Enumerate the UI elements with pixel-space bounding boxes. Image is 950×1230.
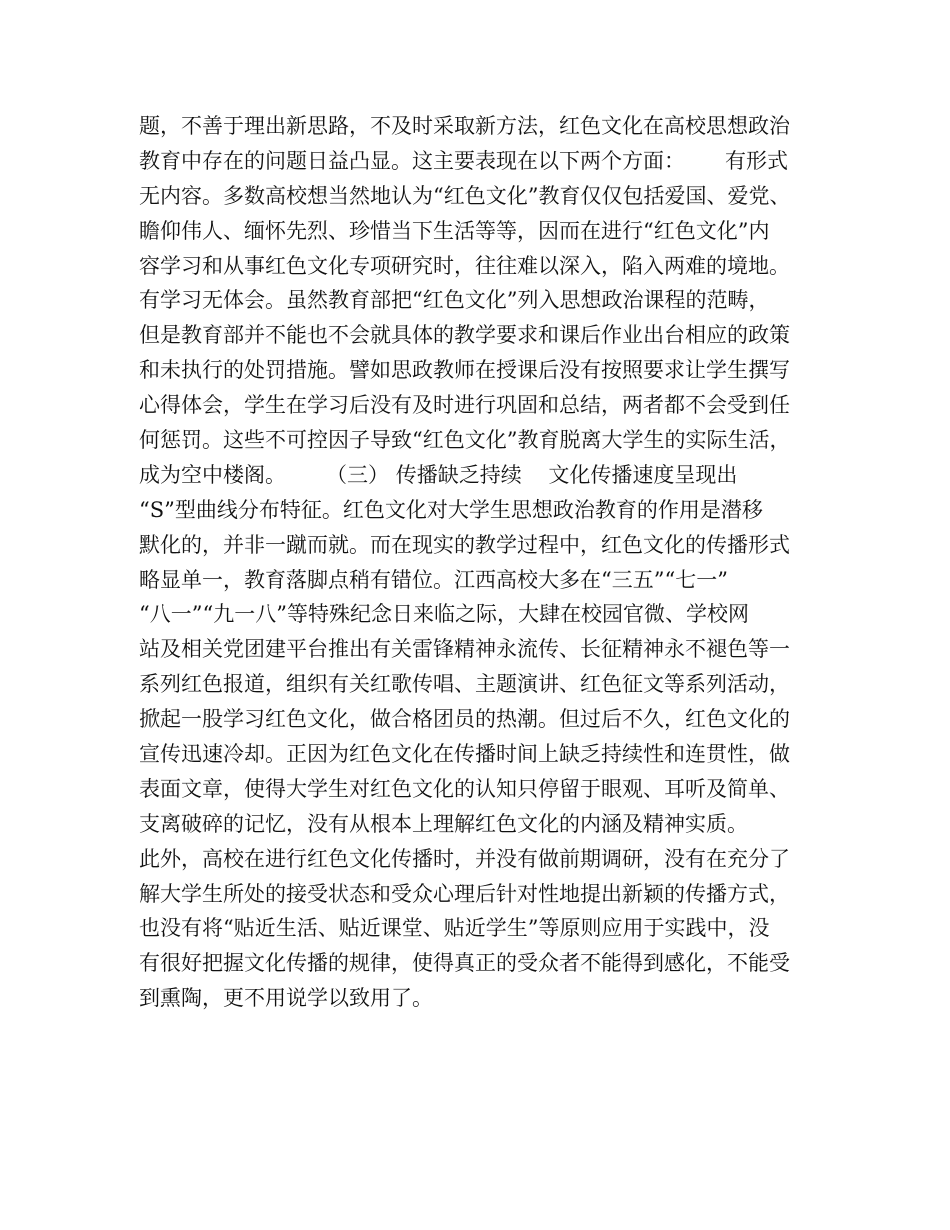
text-line: 何惩罚。这些不可控因子导致“红色文化”教育脱离大学生的实际生活， [139,428,791,453]
text-line: 心得体会，学生在学习后没有及时进行巩固和总结，两者都不会受到任 [139,393,790,418]
text-line: 容学习和从事红色文化专项研究时，往往难以深入，陷入两难的境地。 [139,253,790,278]
text-line: 略显单一，教育落脚点稍有错位。江西高校大多在“三五”“七一” [139,567,728,592]
text-line: 和未执行的处罚措施。譬如思政教师在授课后没有按照要求让学生撰写 [139,358,790,383]
text-line: 有学习无体会。虽然教育部把“红色文化”列入思想政治课程的范畴， [139,288,770,313]
text-line: 成为空中楼阁。 （三） 传播缺乏持续 文化传播速度呈现出 [139,462,738,487]
text-line: 有很好把握文化传播的规律，使得真正的受众者不能得到感化，不能受 [139,951,790,976]
text-line: 到熏陶，更不用说学以致用了。 [139,986,433,1011]
text-line: 掀起一股学习红色文化，做合格团员的热潮。但过后不久，红色文化的 [139,707,790,732]
text-line: 默化的，并非一蹴而就。而在现实的教学过程中，红色文化的传播形式 [139,532,790,557]
text-line: 无内容。多数高校想当然地认为“红色文化”教育仅仅包括爱国、爱党、 [139,183,791,208]
text-line: 教育中存在的问题日益凸显。这主要表现在以下两个方面： 有形式 [139,148,789,173]
text-line: 但是教育部并不能也不会就具体的教学要求和课后作业出台相应的政策 [139,323,790,348]
text-line: 站及相关党团建平台推出有关雷锋精神永流传、长征精神永不褪色等一 [139,637,790,662]
text-line: 题，不善于理出新思路，不及时采取新方法，红色文化在高校思想政治 [139,114,790,138]
text-line: 解大学生所处的接受状态和受众心理后针对性地提出新颖的传播方式， [139,881,790,906]
text-line: “八一”“九一八”等特殊纪念日来临之际，大肆在校园官微、学校网 [139,602,749,627]
text-line: 也没有将“贴近生活、贴近课堂、贴近学生”等原则应用于实践中，没 [139,916,770,941]
text-line: 支离破碎的记忆，没有从根本上理解红色文化的内涵及精神实质。 [139,811,748,836]
text-line: 系列红色报道，组织有关红歌传唱、主题演讲、红色征文等系列活动， [139,672,790,697]
text-line: 表面文章，使得大学生对红色文化的认知只停留于眼观、耳听及简单、 [139,776,790,801]
text-line: 瞻仰伟人、缅怀先烈、珍惜当下生活等等，因而在进行“红色文化”内 [139,218,770,243]
text-line: 宣传迅速冷却。正因为红色文化在传播时间上缺乏持续性和连贯性，做 [139,742,790,767]
text-line: 此外，高校在进行红色文化传播时，并没有做前期调研，没有在充分了 [139,846,790,871]
body-text [139,109,829,1016]
text-line: “S”型曲线分布特征。红色文化对大学生思想政治教育的作用是潜移 [139,497,763,522]
